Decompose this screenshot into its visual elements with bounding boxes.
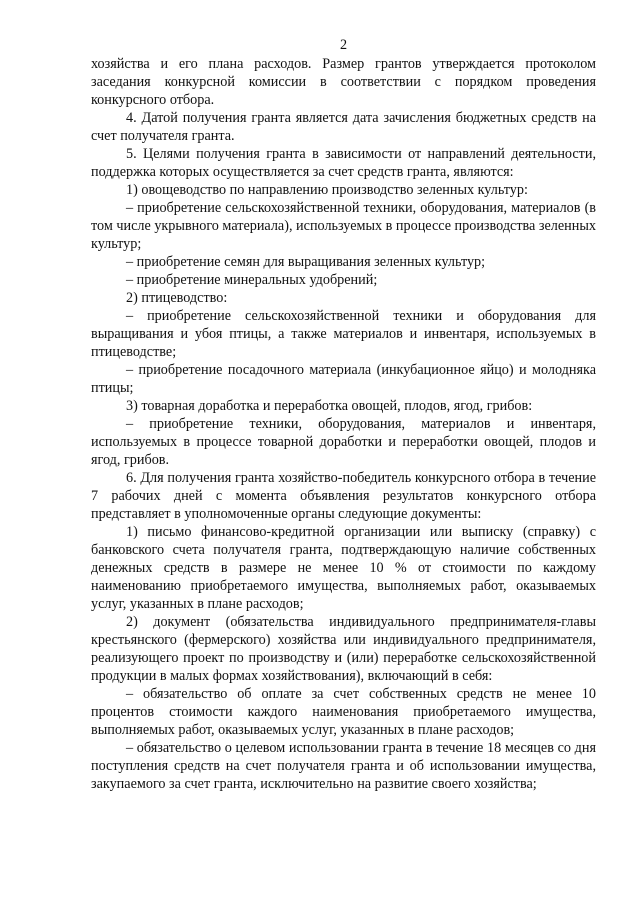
paragraph: – приобретение техники, оборудования, материалов и инвентаря, используемых в процессе товарной доработки и переработки овощей, плодов и ягод, грибов. (91, 416, 596, 468)
paragraph: – приобретение сельскохозяйственной техники, оборудования, материалов (в том числе укрывного материала), используемых в процессе производства зеленных культур; (91, 200, 596, 252)
paragraph: 2) документ (обязательства индивидуального предпринимателя-главы крестьянского (фермерского) хозяйства или индивидуального предпринимателя, реализующего проект по производству и (или) переработке сельскохозяйственной продукции в малых формах хозяйствования), включающий в себя: (91, 614, 596, 684)
paragraph: 2) птицеводство: (126, 290, 228, 306)
document-page (91, 36, 596, 793)
document-body (91, 55, 596, 793)
paragraph: 1) письмо финансово-кредитной организации или выписку (справку) с банковского счета получателя гранта, подтверждающую наличие собственных денежных средств в размере не менее 10 % от стоимости по каждому наименованию приобретаемого имущества, выполняемых работ, оказываемых услуг, указанных в плане расходов; (91, 524, 596, 612)
paragraph: 4. Датой получения гранта является дата зачисления бюджетных средств на счет получателя гранта. (91, 110, 596, 144)
paragraph: 5. Целями получения гранта в зависимости от направлений деятельности, поддержка которых осуществляется за счет средств гранта, являются: (91, 146, 596, 180)
paragraph: – приобретение посадочного материала (инкубационное яйцо) и молодняка птицы; (91, 362, 596, 396)
paragraph: – обязательство о целевом использовании гранта в течение 18 месяцев со дня поступления средств на счет получателя гранта и об использовании имущества, закупаемого за счет гранта, исключительно на развитие своего хозяйства; (91, 740, 596, 792)
paragraph: 1) овощеводство по направлению производство зеленных культур: (126, 182, 528, 198)
paragraph: – приобретение сельскохозяйственной техники и оборудования для выращивания и убоя птицы, а также материалов и инвентаря, используемых в птицеводстве; (91, 308, 596, 360)
paragraph: 6. Для получения гранта хозяйство-победитель конкурсного отбора в течение 7 рабочих дней с момента объявления результатов конкурсного отбора представляет в уполномоченные органы следующие документы: (91, 470, 596, 522)
paragraph: 3) товарная доработка и переработка овощей, плодов, ягод, грибов: (126, 398, 533, 414)
paragraph: – приобретение минеральных удобрений; (126, 272, 378, 288)
paragraph: – обязательство об оплате за счет собственных средств не менее 10 процентов стоимости каждого наименования приобретаемого имущества, выполняемых работ, оказываемых услуг, указанных в плане расходов; (91, 686, 596, 738)
paragraph: – приобретение семян для выращивания зеленных культур; (126, 254, 486, 270)
paragraph: хозяйства и его плана расходов. Размер грантов утверждается протоколом заседания конкурсной комиссии в соответствии с порядком проведения конкурсного отбора. (91, 56, 596, 108)
page-number: 2 (339, 37, 348, 53)
